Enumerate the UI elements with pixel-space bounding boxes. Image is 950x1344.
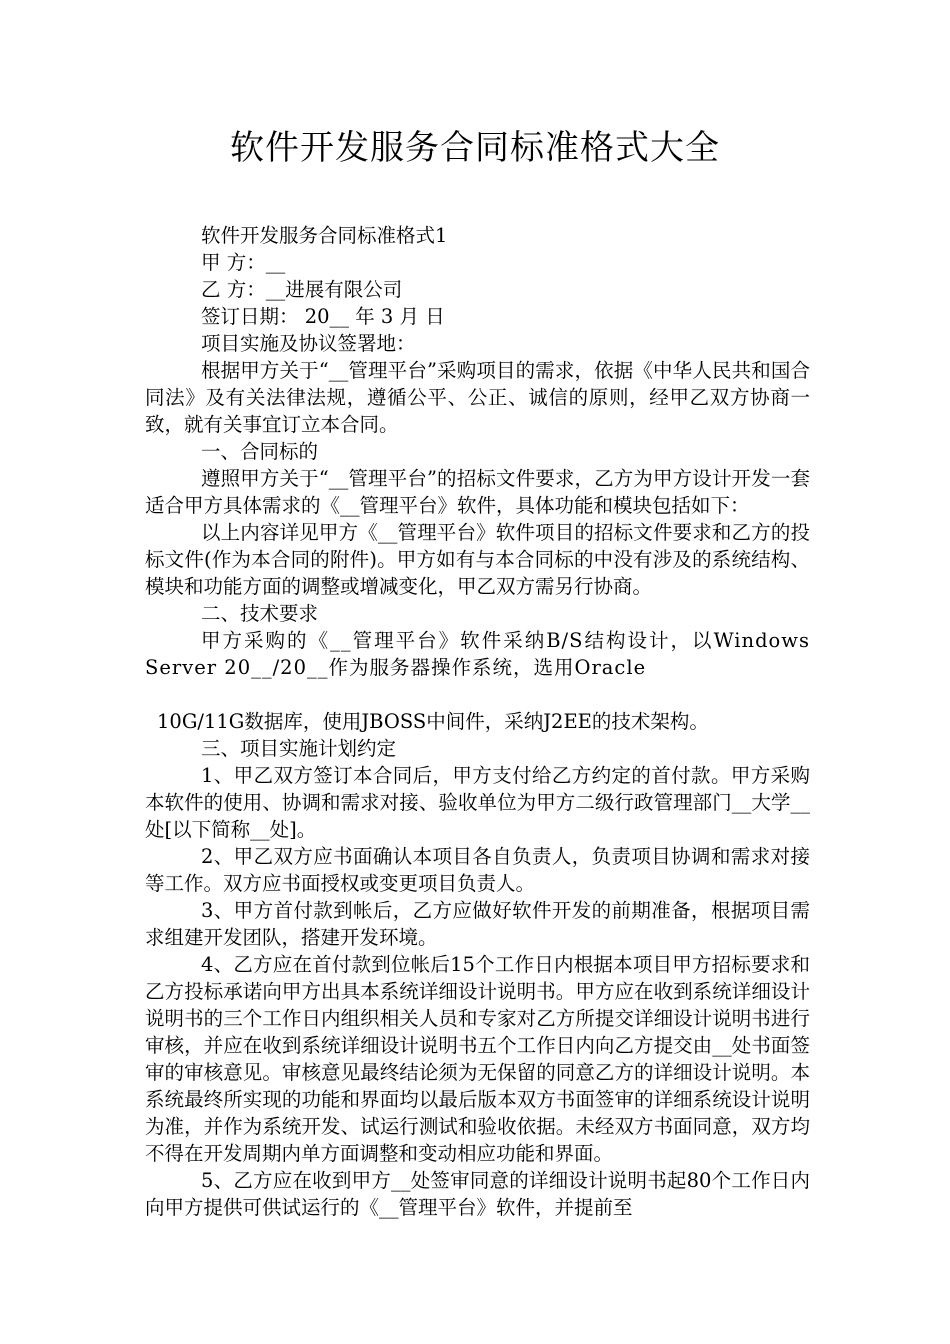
- section-heading-2: 二、技术要求: [201, 602, 319, 625]
- preamble-paragraph: 根据甲方关于“__管理平台”采购项目的需求，依据《中华人民共和国合同法》及有关法律法规，遵循公平、公正、诚信的原则，经甲乙双方协商一致，就有关事宜订立本合同。: [145, 359, 810, 436]
- section-heading-1: 一、合同标的: [201, 440, 319, 463]
- plan-item-4: 4、乙方应在首付款到位帐后15个工作日内根据本项目甲方招标要求和乙方投标承诺向甲方出具本系统详细设计说明书。甲方应在收到系统详细设计说明书的三个工作日内组织相关人员和专家对乙方所提交详细设计说明书进行审核，并应在收到系统详细设计说明书五个工作日内向乙方提交由__处书面签审的审核意见。审核意见最终结论须为无保留的同意乙方的详细设计说明。本系统最终所实现的功能和界面均以最后版本双方书面签审的详细系统设计说明为准，并作为系统开发、试运行测试和验收依据。未经双方书面同意，双方均不得在开发周期内单方面调整和变动相应功能和界面。: [145, 953, 810, 1165]
- details-paragraph: 以上内容详见甲方《__管理平台》软件项目的招标文件要求和乙方的投标文件(作为本合同的附件)。甲方如有与本合同标的中没有涉及的系统结构、模块和功能方面的调整或增减变化，甲乙双方需另行协商。: [145, 521, 810, 598]
- paragraph-gap: [145, 681, 810, 708]
- plan-item-5: 5、乙方应在收到甲方__处签审同意的详细设计说明书起80个工作日内向甲方提供可供试运行的《__管理平台》软件，并提前至: [145, 1169, 810, 1219]
- technical-requirements-paragraph: 甲方采购的《__管理平台》软件采纳B/S结构设计，以Windows Server 20__/20__作为服务器操作系统，选用Oracle: [145, 629, 810, 679]
- plan-item-2: 2、甲乙双方应书面确认本项目各自负责人，负责项目协调和需求对接等工作。双方应书面授权或变更项目负责人。: [145, 845, 810, 895]
- document-body: [145, 222, 810, 1221]
- plan-item-1: 1、甲乙双方签订本合同后，甲方支付给乙方约定的首付款。甲方采购本软件的使用、协调和需求对接、验收单位为甲方二级行政管理部门__大学__处[以下简称__处]。: [145, 764, 810, 841]
- signing-place: 项目实施及协议签署地：: [201, 332, 416, 355]
- signing-date: 签订日期： 20__ 年 3 月 日: [201, 305, 445, 328]
- party-b: 乙 方：__进展有限公司: [201, 278, 403, 301]
- plan-item-3: 3、甲方首付款到帐后，乙方应做好软件开发的前期准备，根据项目需求组建开发团队，搭建开发环境。: [145, 899, 810, 949]
- technical-architecture-line: 10G/11G数据库，使用JBOSS中间件，采纳J2EE的技术架构。: [157, 710, 709, 733]
- section-heading-3: 三、项目实施计划约定: [201, 737, 397, 760]
- document-title: 软件开发服务合同标准格式大全: [230, 128, 720, 168]
- party-a: 甲 方：__: [201, 251, 286, 274]
- contract-heading: 软件开发服务合同标准格式1: [201, 224, 448, 247]
- subject-paragraph: 遵照甲方关于“__管理平台”的招标文件要求，乙方为甲方设计开发一套适合甲方具体需求的《__管理平台》软件，具体功能和模块包括如下：: [145, 467, 810, 517]
